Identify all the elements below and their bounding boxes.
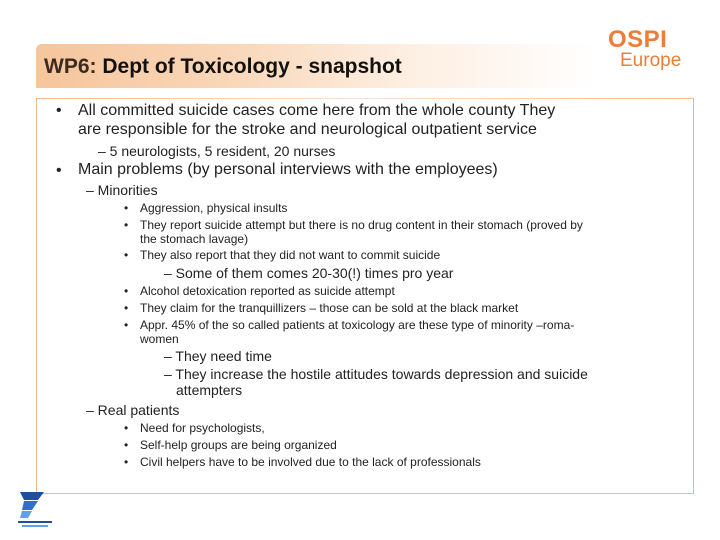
minority-item-3-sub: – Some of them comes 20-30(!) times pro year bbox=[164, 265, 454, 281]
bullet-1-sub-1: – 5 neurologists, 5 resident, 20 nurses bbox=[98, 143, 336, 159]
real-patients-item-2: Self-help groups are being organized bbox=[140, 438, 337, 452]
bullet-1-line-1: All committed suicide cases come here from the whole county They bbox=[78, 102, 556, 119]
minority-item-3: They also report that they did not want to commit suicide bbox=[140, 248, 441, 262]
bullet-icon: • bbox=[124, 421, 129, 435]
minority-item-6-sub-2-line-2: attempters bbox=[176, 382, 243, 398]
bullet-icon: • bbox=[124, 455, 129, 469]
title-text: Dept of Toxicology - snapshot bbox=[102, 55, 402, 78]
minority-item-2-line-2: the stomach lavage) bbox=[140, 232, 249, 246]
eu-fp7-logo-icon bbox=[14, 488, 56, 532]
minority-item-6-sub-1: – They need time bbox=[164, 348, 272, 364]
bullet-icon: • bbox=[124, 201, 129, 215]
minority-item-4: Alcohol detoxication reported as suicide attempt bbox=[140, 284, 395, 298]
bullet-icon: • bbox=[56, 162, 62, 179]
bullet-icon: • bbox=[124, 218, 129, 232]
minority-item-1: Aggression, physical insults bbox=[140, 201, 288, 215]
minority-item-5: They claim for the tranquillizers – those can be sold at the black market bbox=[140, 301, 519, 315]
bullet-icon: • bbox=[124, 318, 129, 332]
real-patients-item-1: Need for psychologists, bbox=[140, 421, 265, 435]
minority-item-2-line-1: They report suicide attempt but there is no drug content in their stomach (proved by bbox=[140, 218, 583, 232]
title-code: WP6: bbox=[44, 55, 97, 78]
bullet-icon: • bbox=[124, 301, 129, 315]
minority-item-6-line-1: Appr. 45% of the so called patients at toxicology are these type of minority –roma- bbox=[140, 318, 575, 332]
real-patients-item-3: Civil helpers have to be involved due to the lack of professionals bbox=[140, 455, 481, 469]
bullet-2-sub-minorities: – Minorities bbox=[86, 182, 158, 198]
bullet-2-sub-real-patients: – Real patients bbox=[86, 402, 180, 418]
bullet-2-text: Main problems (by personal interviews with the employees) bbox=[78, 161, 498, 178]
bullet-1-line-2: are responsible for the stroke and neurological outpatient service bbox=[78, 121, 537, 138]
minority-item-6-sub-2-line-1: – They increase the hostile attitudes towards depression and suicide bbox=[164, 366, 588, 382]
bullet-icon: • bbox=[124, 438, 129, 452]
europe-logo-text: Europe bbox=[620, 50, 682, 71]
bullet-icon: • bbox=[56, 102, 62, 119]
slide-title bbox=[44, 55, 402, 79]
bullet-icon: • bbox=[124, 284, 129, 298]
ospi-logo: OSPI bbox=[608, 26, 668, 53]
minority-item-6-line-2: women bbox=[140, 332, 179, 346]
bullet-icon: • bbox=[124, 248, 129, 262]
